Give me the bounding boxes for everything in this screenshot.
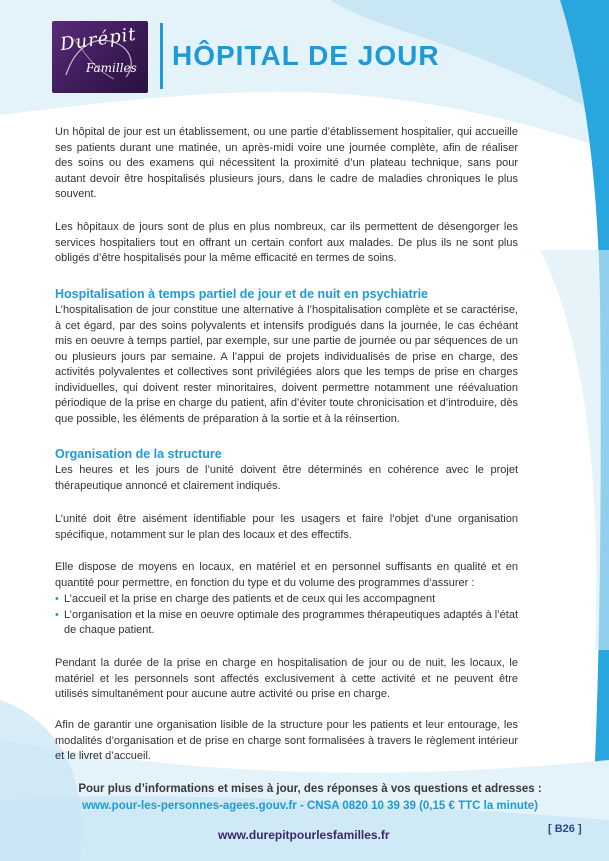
right-wave-light	[540, 250, 609, 650]
bullet-list	[55, 592, 518, 639]
section1-paragraph: L’hospitalisation de jour constitue une alternative à l’hospitalisation complète et se caractérise, à cet égard, par des soins polyvalents et intensifs prodigués dans la journée, le cas échéant mis en oeuvre à temps partiel, par exemple, sur une partie de journée ou par séquences de un ou plusieurs jours par semaine. A l’appui de projets individualisés de prise en charge, des activités polyvalentes et collectives sont privilégiées alors que les temps de prise en charges individuelles, qui doivent rester minoritaires, doivent permettre notamment une réévaluation périodique de la prise en charge du patient, afin d’éviter toute chronicisation et d’introduire, dès que possible, les éléments de préparation à la sortie et à la réinsertion.	[55, 304, 518, 425]
section2-paragraph-2: L’unité doit être aisément identifiable pour les usagers et faire l’objet d’une organisation spécifique, notamment sur le plan des locaux et des effectifs.	[55, 513, 518, 541]
section-heading-organisation: Organisation de la structure	[55, 447, 222, 461]
logo	[52, 21, 148, 93]
footer-contact-link[interactable]: www.pour-les-personnes-agees.gouv.fr - CNSA 0820 10 39 39 (0,15 € TTC la minute)	[82, 800, 538, 812]
page-title: HÔPITAL DE JOUR	[172, 40, 440, 71]
website-link[interactable]: www.durepitpourlesfamilles.fr	[218, 828, 390, 842]
section2-paragraph-5: Afin de garantir une organisation lisible de la structure pour les patients et leur entourage, les modalités d’organisation et de prise en charge sont formalisées à travers le règlement intérieur et le livret d’accueil.	[55, 719, 518, 762]
logo-text: Durépit	[58, 23, 138, 56]
section-heading-psychiatrie: Hospitalisation à temps partiel de jour et de nuit en psychiatrie	[55, 287, 428, 301]
footer-info	[40, 781, 580, 815]
title-divider	[160, 23, 163, 89]
section2-paragraph-1: Les heures et les jours de l’unité doivent être déterminés en cohérence avec le projet thérapeutique annoncé et clairement indiqués.	[55, 464, 518, 492]
intro-paragraph-2: Les hôpitaux de jours sont de plus en plus nombreux, car ils permettent de désengorger les services hospitaliers tout en offrant un certain confort aux malades. De plus ils ne sont plus obligés d’être hospitalisés pour la même efficacité en termes de soins.	[55, 221, 518, 264]
list-item: • L’accueil et la prise en charge des patients et de ceux qui les accompagnent	[55, 592, 518, 608]
section2-paragraph-3: Elle dispose de moyens en locaux, en matériel et en personnel suffisants en qualité et en quantité pour permettre, en fonction du type et du volume des programmes d’assurer :	[55, 561, 518, 589]
bullet-icon: •	[55, 608, 59, 621]
footer-info-line: Pour plus d’informations et mises à jour, des réponses à vos questions et adresses :	[78, 783, 542, 795]
bullet-icon: •	[55, 593, 59, 605]
logo-subtext: Familles	[86, 61, 137, 75]
list-item: • L’organisation et la mise en oeuvre optimale des programmes thérapeutiques adaptés à l’état de chaque patient.	[55, 608, 518, 636]
section2-paragraph-4: Pendant la durée de la prise en charge en hospitalisation de jour ou de nuit, les locaux, le matériel et les personnels sont affectés exclusivement à cette activité et ne peuvent être utilisés simultanément pour aucune autre activité ou prise en charge.	[55, 657, 518, 700]
page-number: [ B26 ]	[548, 823, 582, 835]
intro-paragraph-1: Un hôpital de jour est un établissement, ou une partie d’établissement hospitalier, qui accueille ses patients durant une matinée, un après-midi voire une journée complète, afin de réaliser des soins ou des examens qui nécessitent la proximité d’un plateau technique, sans pour autant devoir être hospitalisés plusieurs jours, dans le cadre de maladies chroniques le plus souvent.	[55, 126, 518, 200]
